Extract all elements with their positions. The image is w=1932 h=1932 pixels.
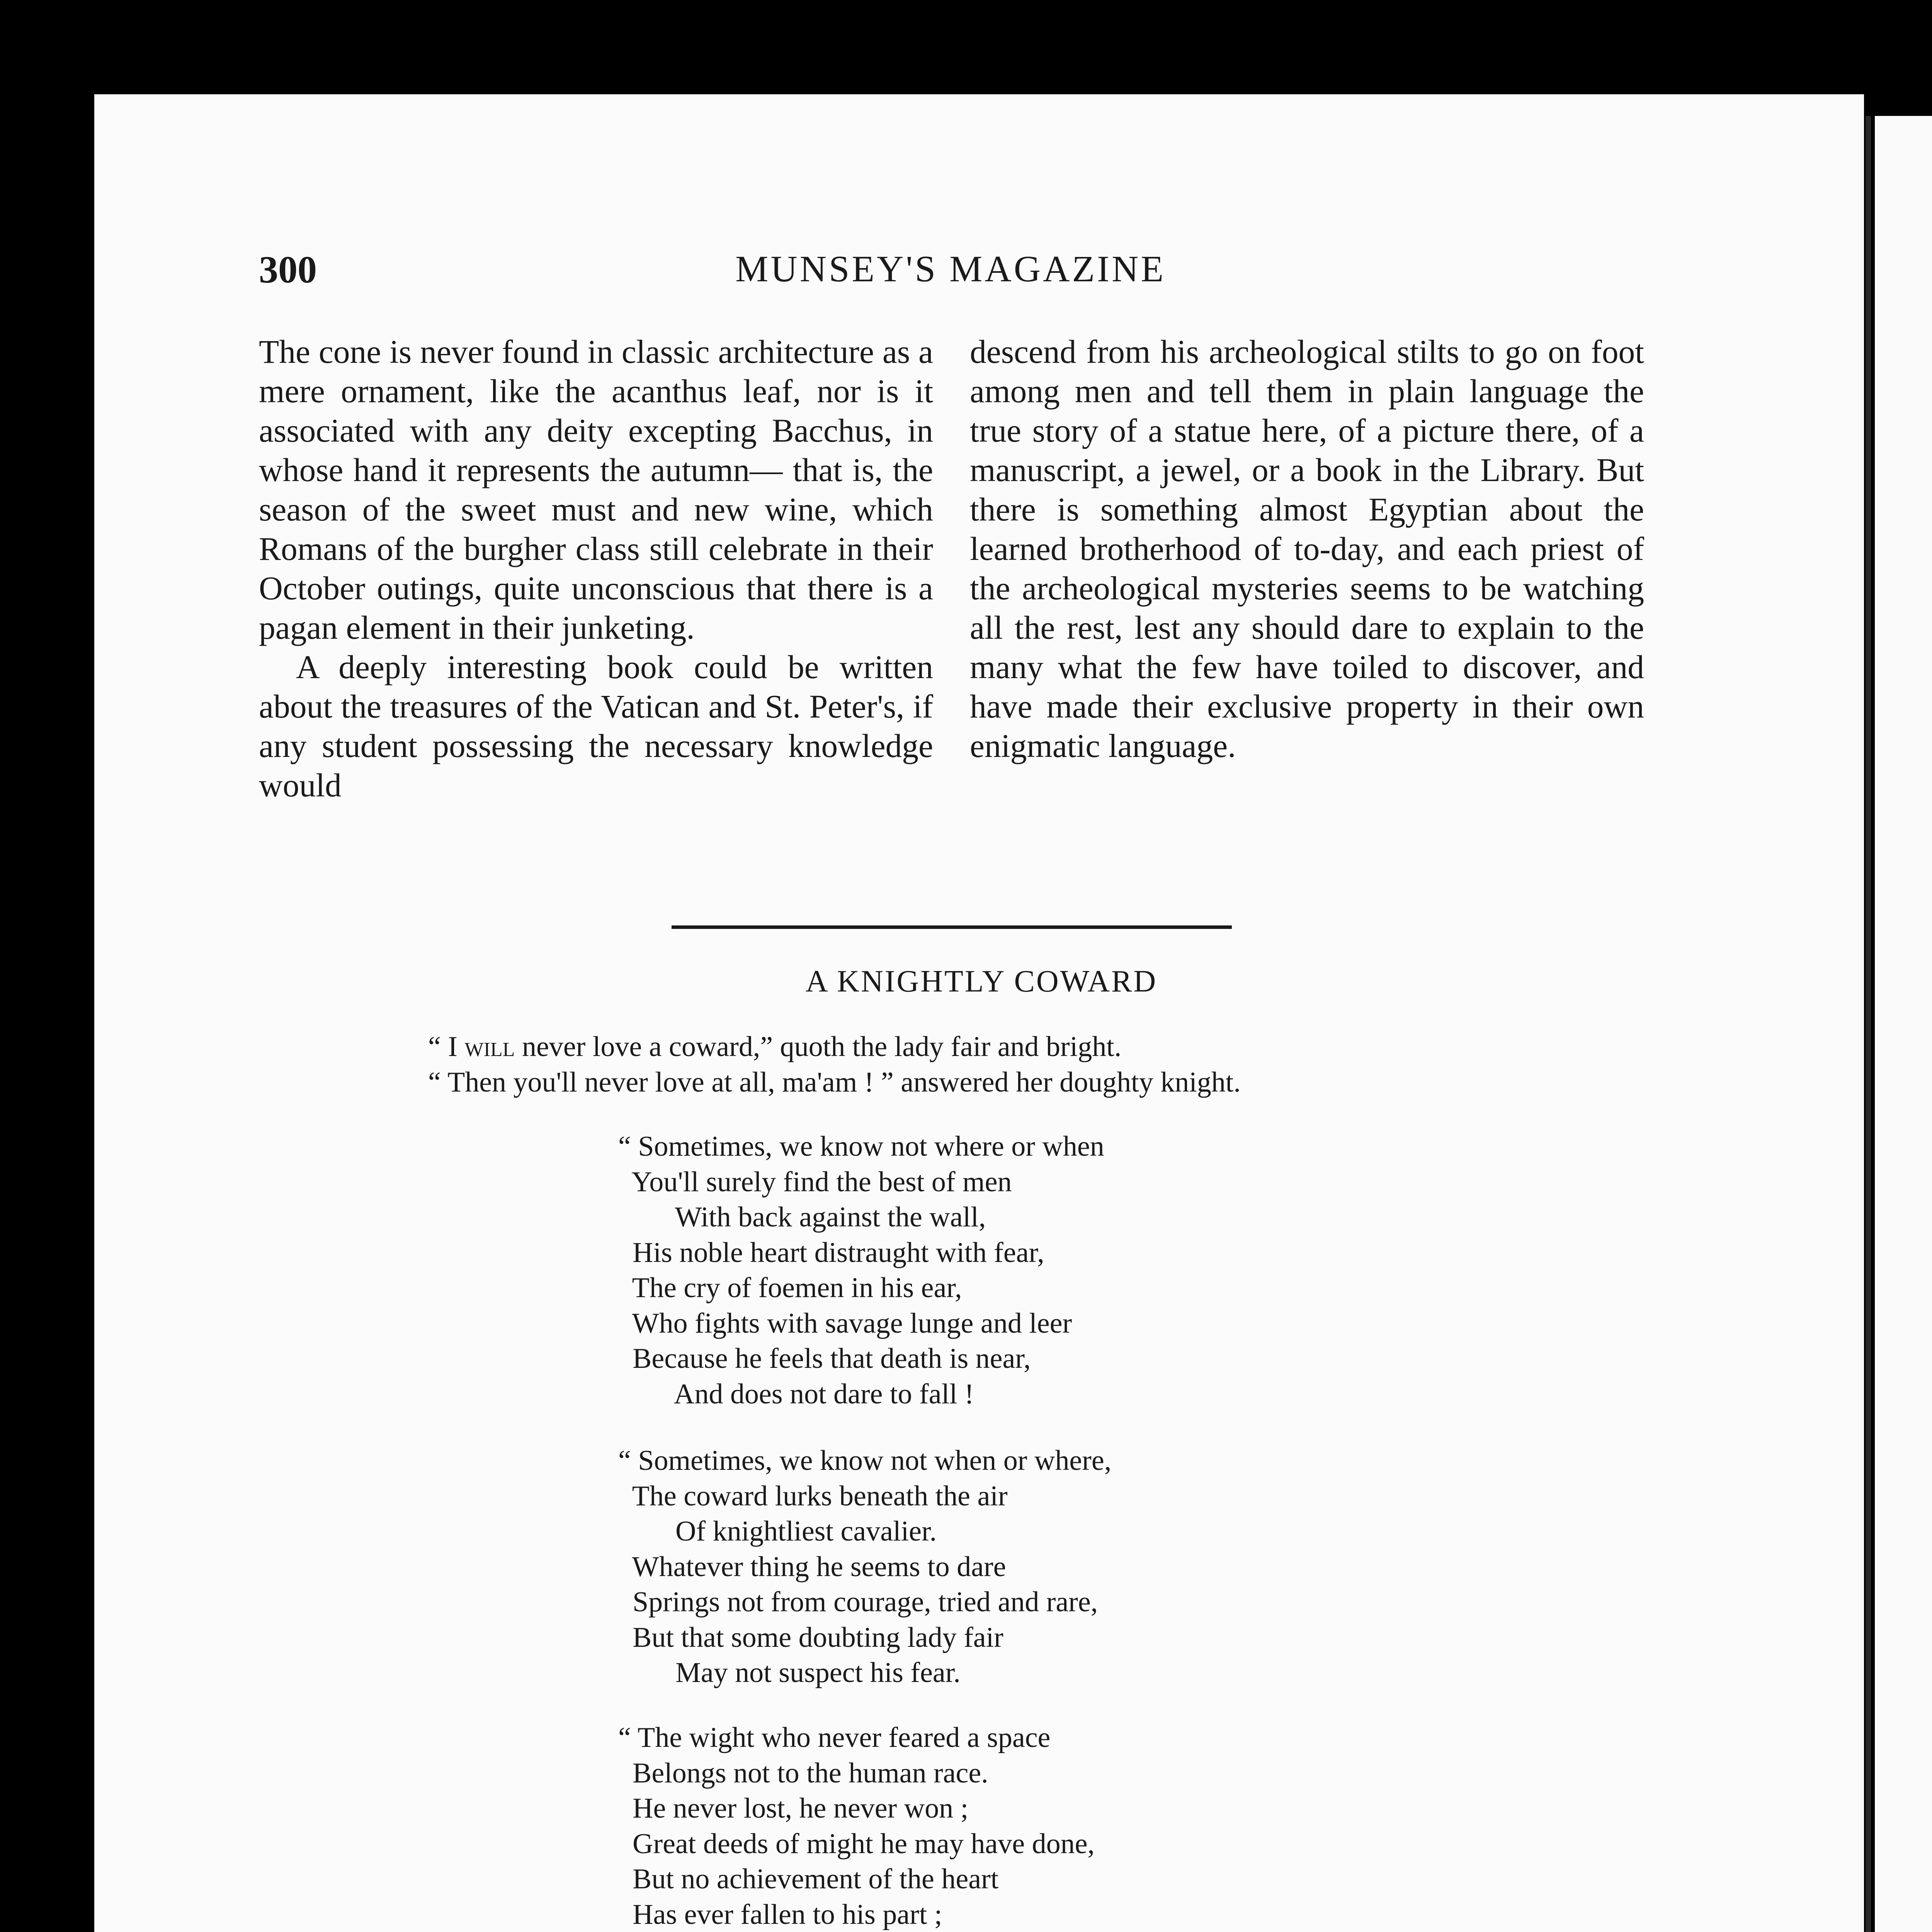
section-divider <box>672 925 1232 929</box>
article-right-column <box>970 332 1644 766</box>
poem-title: A KNIGHTLY COWARD <box>805 964 1158 998</box>
poem-stanza-2: “ Sometimes, we know not when or where, The coward lurks beneath the air Of knightliest cavalier. Whatever thing he seems to dare Springs not from courage, tried and rare, But that some doubting lady fair May not suspect his fear. <box>618 1445 1112 1689</box>
article-left-column <box>259 332 933 805</box>
poem-intro <box>428 1029 1241 1100</box>
page-number: 300 <box>259 248 317 291</box>
poem-intro-smallcaps: will <box>464 1031 515 1063</box>
poem-stanza-3: “ The wight who never feared a space Belongs not to the human race. He never lost, he never won ; Great deeds of might he may have done, But no achievement of the heart Has ever fallen to his part ; <box>618 1722 1095 1930</box>
article-paragraph: descend from his archeological stilts to go on foot among men and tell them in plain language the true story of a statue here, of a picture there, of a manuscript, a jewel, or a book in the Library. But there is something almost Egyptian about the learned brotherhood of to-day, and each priest of the archeological mysteries seems to be watching all the rest, lest any should dare to explain to the many what the few have toiled to discover, and have made their exclusive property in their own enigmatic language. <box>970 334 1644 764</box>
next-page-edge <box>1875 116 1932 1932</box>
article-paragraph: A deeply interesting book could be written about the treasures of the Vatican and St. Peter's, if any student possessing the necessary knowledge would <box>259 649 933 804</box>
page-header <box>259 247 1642 305</box>
next-page-edge-rule <box>1866 116 1871 1932</box>
article-paragraph: The cone is never found in classic architecture as a mere ornament, like the acanthus leaf, nor is it associated with any deity excepting Bacchus, in whose hand it represents the autumn— that is, the season of the sweet must and new wine, which Romans of the burgher class still celebrate in their October outings, quite unconscious that there is a pagan element in their junketing. <box>259 334 933 646</box>
running-title: MUNSEY'S MAGAZINE <box>735 248 1166 289</box>
poem-intro-rest: never love a coward,” quoth the lady fair and bright. “ Then you'll never love at all, ma'am ! ” answered her doughty knight. <box>428 1031 1241 1098</box>
poem-intro-open: “ I <box>428 1031 465 1063</box>
poem-stanza-1: “ Sometimes, we know not where or when You'll surely find the best of men With back against the wall, His noble heart distraught with fear, The cry of foemen in his ear, Who fights with savage lunge and leer Because he feels that death is near, And does not dare to fall ! <box>618 1131 1104 1410</box>
